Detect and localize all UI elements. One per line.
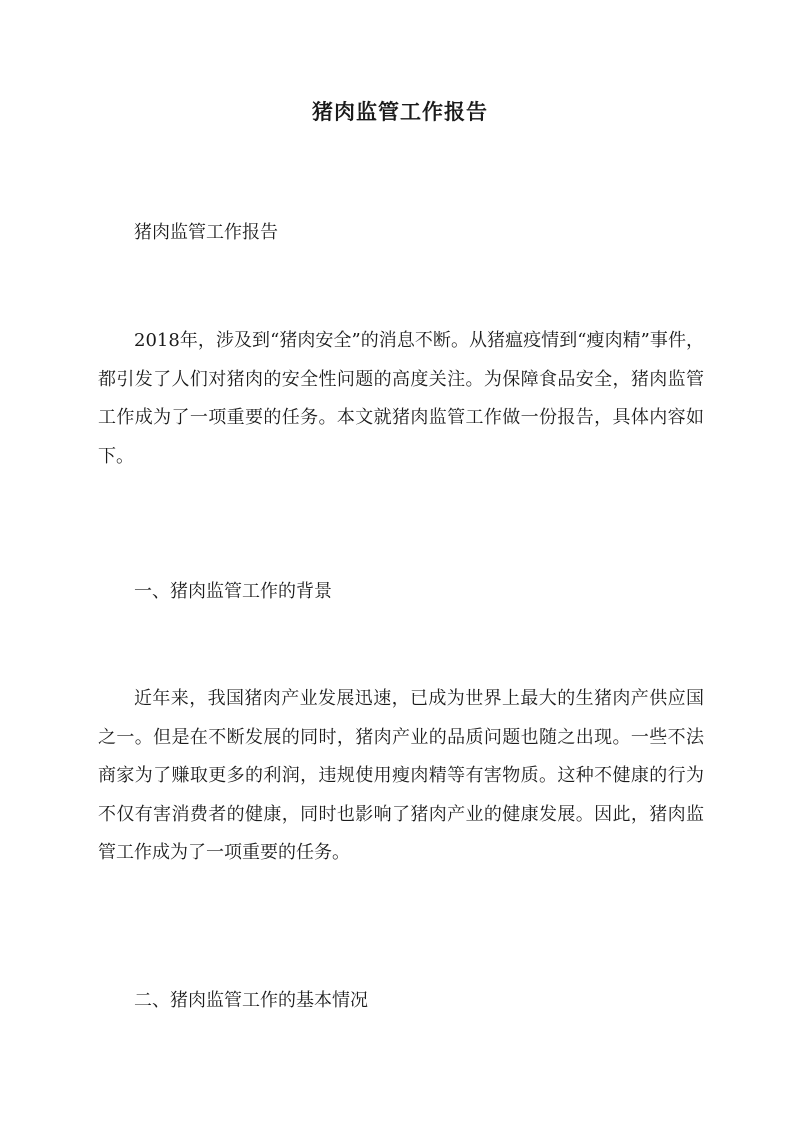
document-subtitle: 猪肉监管工作报告	[134, 222, 278, 243]
section-paragraph-background: 近年来，我国猪肉产业发展迅速，已成为世界上最大的生猪肉产供应国之一。但是在不断发展的同时，猪肉产业的品质问题也随之出现。一些不法商家为了赚取更多的利润，违规使用瘦肉精等有害物质。这种不健康的行为不仅有害消费者的健康，同时也影响了猪肉产业的健康发展。因此，猪肉监管工作成为了一项重要的任务。	[98, 688, 704, 863]
intro-paragraph: 2018年，涉及到“猪肉安全”的消息不断。从猪瘟疫情到“瘦肉精”事件，都引发了人们对猪肉的安全性问题的高度关注。为保障食品安全，猪肉监管工作成为了一项重要的任务。本文就猪肉监管工作做一份报告，具体内容如下。	[98, 330, 704, 467]
section-heading-background: 一、猪肉监管工作的背景	[134, 581, 332, 602]
document-title: 猪肉监管工作报告	[312, 99, 488, 124]
section-heading-basic-situation: 二、猪肉监管工作的基本情况	[134, 990, 368, 1011]
